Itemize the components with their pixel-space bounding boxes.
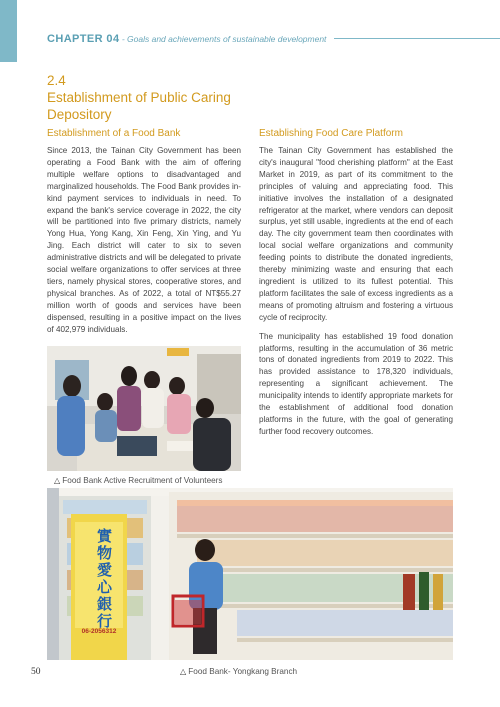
left-heading: Establishment of a Food Bank: [47, 128, 181, 139]
chapter-subtitle: - Goals and achievements of sustainable development: [119, 34, 327, 44]
section-number: 2.4: [47, 73, 66, 88]
photo2-caption: [180, 666, 297, 676]
section-title: [47, 72, 247, 123]
section-name: Establishment of Public Caring Depository: [47, 90, 231, 122]
left-paragraph: Since 2013, the Tainan City Government has been operating a Food Bank with the aim of offering multiple welfare options to disadvantaged and marginalized households. The Food Bank provides in-kind payment services to individuals in need. To expand the bank's service coverage in 2022, the city will be partitioned into five primary districts, namely Yong Hua, Yong Kang, Xin Feng, Xin Ying, and Yu Jing. Each district will cater to six to seven administrative districts and will be delegated to private social welfare organizations to offer services at three tiers, namely physical stores, cooperative stores, and physical branches. As of 2022, a total of NT$55.27 million worth of goods and services have been dispensed, resulting in a positive impact on the lives of 402,979 individuals.: [47, 146, 241, 334]
photo1-caption-text: Food Bank Active Recruitment of Volunteers: [62, 476, 223, 485]
triangle-icon: △: [180, 667, 187, 676]
chapter-tab: [0, 0, 17, 62]
photo1-caption: [54, 475, 223, 485]
photo2-caption-text: Food Bank- Yongkang Branch: [188, 667, 298, 676]
triangle-icon: △: [54, 476, 61, 485]
right-body: [259, 145, 453, 445]
store-sign-phone: 06-2056312: [81, 628, 117, 635]
store-photo: [47, 488, 453, 660]
store-sign: 實物愛心銀行: [95, 528, 113, 630]
header-rule: [334, 38, 500, 39]
left-body: [47, 145, 241, 343]
chapter-label: CHAPTER 04: [47, 33, 120, 45]
volunteers-photo: [47, 346, 241, 471]
right-paragraph-2: The municipality has established 19 food donation platforms, resulting in the accumulation of 36 metric tons of donated ingredients from 2019 to 2022. This has provided assistance to 178,320 individuals, representing a significant achievement. The municipality intends to identify appropriate markets for the establishment of additional food donation platforms in the future, with the goal of generating further food recovery outcomes.: [259, 331, 453, 436]
chapter-header: [47, 29, 500, 43]
right-heading: Establishing Food Care Platform: [259, 128, 403, 139]
right-paragraph-1: The Tainan City Government has established the city's inaugural "food cherishing platform" at the East Market in 2019, as part of its commitment to the principles of valuing and appreciating food. This initiative involves the installation of a designated refrigerator at the market, where vendors can deposit surplus, yet still usable, ingredients at the end of each day. The city government team then coordinates with local social welfare organizations and community feeding points to distribute the donated ingredients, thereby minimizing waste and ensuring that each ingredient is utilized to its fullest potential. This platform facilitates the sale of excess ingredients as a means of promoting altruism and fostering a virtuous cycle of reciprocity.: [259, 146, 453, 322]
page-number: 50: [31, 667, 41, 677]
